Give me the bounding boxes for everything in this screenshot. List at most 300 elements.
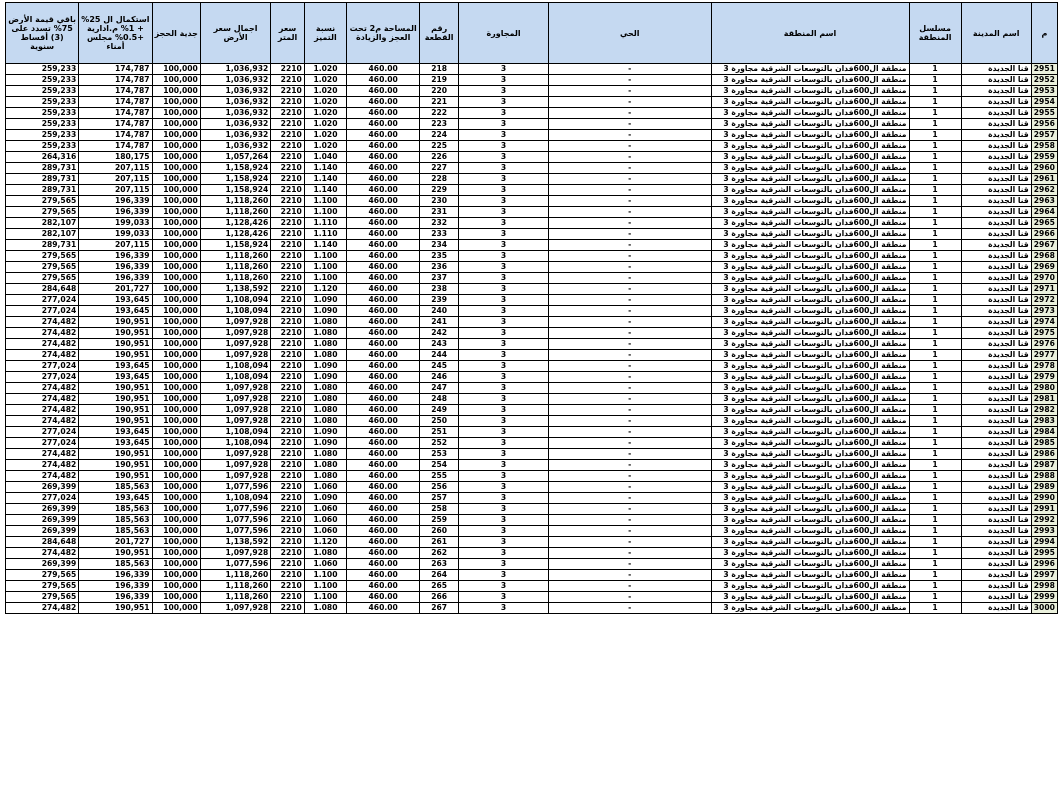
cell-neighborhood: 3	[459, 537, 549, 548]
cell-total-price: 1,128,426	[200, 229, 270, 240]
cell-completion: 190,951	[79, 350, 152, 361]
cell-district: -	[548, 592, 711, 603]
cell-index: 2972	[1031, 295, 1057, 306]
cell-meter-price: 2210	[271, 75, 305, 86]
cell-total-price: 1,118,260	[200, 273, 270, 284]
cell-premium-ratio: 1.090	[304, 372, 346, 383]
cell-index: 3000	[1031, 603, 1057, 614]
cell-city-name: قنا الجديدة	[961, 251, 1031, 262]
cell-meter-price: 2210	[271, 493, 305, 504]
cell-completion: 196,339	[79, 262, 152, 273]
cell-meter-price: 2210	[271, 449, 305, 460]
cell-meter-price: 2210	[271, 405, 305, 416]
cell-completion: 190,951	[79, 548, 152, 559]
cell-premium-ratio: 1.080	[304, 449, 346, 460]
table-row	[6, 581, 1058, 592]
cell-meter-price: 2210	[271, 592, 305, 603]
cell-city-name: قنا الجديدة	[961, 361, 1031, 372]
cell-neighborhood: 3	[459, 108, 549, 119]
cell-zone-serial: 1	[909, 482, 961, 493]
cell-index: 2997	[1031, 570, 1057, 581]
cell-premium-ratio: 1.020	[304, 75, 346, 86]
cell-deposit: 100,000	[152, 482, 200, 493]
cell-completion: 185,563	[79, 559, 152, 570]
cell-completion: 196,339	[79, 570, 152, 581]
cell-total-price: 1,108,094	[200, 306, 270, 317]
cell-total-price: 1,097,928	[200, 460, 270, 471]
table-row	[6, 361, 1058, 372]
cell-zone-serial: 1	[909, 361, 961, 372]
cell-zone-serial: 1	[909, 196, 961, 207]
table-row	[6, 427, 1058, 438]
cell-deposit: 100,000	[152, 218, 200, 229]
cell-total-price: 1,138,592	[200, 284, 270, 295]
cell-neighborhood: 3	[459, 339, 549, 350]
cell-zone-serial: 1	[909, 152, 961, 163]
cell-zone-name: منطقة ال600فدان بالتوسعات الشرقية مجاورة 3	[711, 141, 909, 152]
cell-zone-name: منطقة ال600فدان بالتوسعات الشرقية مجاورة 3	[711, 196, 909, 207]
cell-city-name: قنا الجديدة	[961, 592, 1031, 603]
cell-district: -	[548, 75, 711, 86]
cell-zone-name: منطقة ال600فدان بالتوسعات الشرقية مجاورة 3	[711, 75, 909, 86]
cell-zone-serial: 1	[909, 185, 961, 196]
cell-zone-name: منطقة ال600فدان بالتوسعات الشرقية مجاورة 3	[711, 64, 909, 75]
table-row	[6, 229, 1058, 240]
cell-plot-number: 234	[420, 240, 459, 251]
cell-remaining-payment: 274,482	[6, 548, 79, 559]
cell-remaining-payment: 277,024	[6, 295, 79, 306]
cell-total-price: 1,036,932	[200, 64, 270, 75]
cell-plot-number: 243	[420, 339, 459, 350]
cell-meter-price: 2210	[271, 427, 305, 438]
cell-premium-ratio: 1.040	[304, 152, 346, 163]
cell-district: -	[548, 361, 711, 372]
cell-meter-price: 2210	[271, 504, 305, 515]
cell-index: 2981	[1031, 394, 1057, 405]
cell-meter-price: 2210	[271, 482, 305, 493]
cell-index: 2954	[1031, 97, 1057, 108]
cell-plot-number: 235	[420, 251, 459, 262]
cell-meter-price: 2210	[271, 207, 305, 218]
cell-index: 2960	[1031, 163, 1057, 174]
cell-premium-ratio: 1.140	[304, 163, 346, 174]
cell-premium-ratio: 1.090	[304, 427, 346, 438]
cell-remaining-payment: 259,233	[6, 86, 79, 97]
cell-deposit: 100,000	[152, 229, 200, 240]
header-total-price: اجمال سعر الأرض	[200, 3, 270, 64]
cell-total-price: 1,118,260	[200, 581, 270, 592]
cell-zone-name: منطقة ال600فدان بالتوسعات الشرقية مجاورة 3	[711, 273, 909, 284]
cell-meter-price: 2210	[271, 218, 305, 229]
cell-index: 2985	[1031, 438, 1057, 449]
cell-plot-number: 220	[420, 86, 459, 97]
cell-district: -	[548, 339, 711, 350]
cell-index: 2999	[1031, 592, 1057, 603]
cell-zone-name: منطقة ال600فدان بالتوسعات الشرقية مجاورة 3	[711, 416, 909, 427]
cell-premium-ratio: 1.080	[304, 460, 346, 471]
cell-meter-price: 2210	[271, 570, 305, 581]
cell-total-price: 1,077,596	[200, 559, 270, 570]
cell-remaining-payment: 274,482	[6, 317, 79, 328]
table-row	[6, 262, 1058, 273]
header-completion: استكمال ال 25% + 1% م.ادارية +0.5% مجلس أمناء	[79, 3, 152, 64]
cell-district: -	[548, 251, 711, 262]
cell-premium-ratio: 1.060	[304, 559, 346, 570]
cell-neighborhood: 3	[459, 482, 549, 493]
cell-neighborhood: 3	[459, 284, 549, 295]
cell-city-name: قنا الجديدة	[961, 471, 1031, 482]
cell-area: 460.00	[347, 306, 420, 317]
table-row	[6, 196, 1058, 207]
cell-deposit: 100,000	[152, 526, 200, 537]
cell-neighborhood: 3	[459, 317, 549, 328]
cell-index: 2994	[1031, 537, 1057, 548]
cell-area: 460.00	[347, 526, 420, 537]
cell-completion: 193,645	[79, 427, 152, 438]
cell-remaining-payment: 279,565	[6, 273, 79, 284]
cell-city-name: قنا الجديدة	[961, 449, 1031, 460]
cell-city-name: قنا الجديدة	[961, 273, 1031, 284]
cell-zone-name: منطقة ال600فدان بالتوسعات الشرقية مجاورة 3	[711, 130, 909, 141]
cell-total-price: 1,108,094	[200, 372, 270, 383]
cell-total-price: 1,097,928	[200, 416, 270, 427]
cell-meter-price: 2210	[271, 515, 305, 526]
cell-area: 460.00	[347, 174, 420, 185]
cell-premium-ratio: 1.140	[304, 240, 346, 251]
cell-index: 2962	[1031, 185, 1057, 196]
cell-plot-number: 247	[420, 383, 459, 394]
cell-total-price: 1,128,426	[200, 218, 270, 229]
cell-remaining-payment: 269,399	[6, 526, 79, 537]
cell-deposit: 100,000	[152, 119, 200, 130]
cell-city-name: قنا الجديدة	[961, 559, 1031, 570]
cell-district: -	[548, 218, 711, 229]
cell-completion: 190,951	[79, 339, 152, 350]
table-row	[6, 97, 1058, 108]
cell-remaining-payment: 259,233	[6, 108, 79, 119]
cell-index: 2953	[1031, 86, 1057, 97]
cell-neighborhood: 3	[459, 218, 549, 229]
cell-deposit: 100,000	[152, 383, 200, 394]
cell-index: 2984	[1031, 427, 1057, 438]
cell-zone-serial: 1	[909, 141, 961, 152]
cell-district: -	[548, 405, 711, 416]
cell-premium-ratio: 1.080	[304, 350, 346, 361]
cell-neighborhood: 3	[459, 64, 549, 75]
cell-deposit: 100,000	[152, 130, 200, 141]
cell-zone-name: منطقة ال600فدان بالتوسعات الشرقية مجاورة 3	[711, 438, 909, 449]
cell-index: 2988	[1031, 471, 1057, 482]
table-row	[6, 207, 1058, 218]
cell-district: -	[548, 394, 711, 405]
cell-index: 2979	[1031, 372, 1057, 383]
cell-plot-number: 238	[420, 284, 459, 295]
cell-plot-number: 256	[420, 482, 459, 493]
cell-area: 460.00	[347, 141, 420, 152]
cell-neighborhood: 3	[459, 306, 549, 317]
cell-area: 460.00	[347, 482, 420, 493]
cell-city-name: قنا الجديدة	[961, 482, 1031, 493]
cell-zone-serial: 1	[909, 438, 961, 449]
cell-premium-ratio: 1.100	[304, 207, 346, 218]
cell-remaining-payment: 269,399	[6, 504, 79, 515]
cell-district: -	[548, 229, 711, 240]
cell-city-name: قنا الجديدة	[961, 603, 1031, 614]
cell-meter-price: 2210	[271, 581, 305, 592]
cell-zone-name: منطقة ال600فدان بالتوسعات الشرقية مجاورة 3	[711, 581, 909, 592]
cell-completion: 174,787	[79, 108, 152, 119]
cell-neighborhood: 3	[459, 383, 549, 394]
table-row	[6, 119, 1058, 130]
cell-deposit: 100,000	[152, 284, 200, 295]
cell-zone-name: منطقة ال600فدان بالتوسعات الشرقية مجاورة 3	[711, 174, 909, 185]
cell-deposit: 100,000	[152, 548, 200, 559]
cell-total-price: 1,118,260	[200, 207, 270, 218]
cell-city-name: قنا الجديدة	[961, 174, 1031, 185]
cell-meter-price: 2210	[271, 108, 305, 119]
cell-district: -	[548, 581, 711, 592]
cell-completion: 196,339	[79, 273, 152, 284]
cell-total-price: 1,108,094	[200, 438, 270, 449]
table-row	[6, 438, 1058, 449]
cell-city-name: قنا الجديدة	[961, 515, 1031, 526]
cell-district: -	[548, 317, 711, 328]
table-row	[6, 174, 1058, 185]
cell-zone-serial: 1	[909, 97, 961, 108]
cell-index: 2968	[1031, 251, 1057, 262]
cell-city-name: قنا الجديدة	[961, 416, 1031, 427]
cell-city-name: قنا الجديدة	[961, 427, 1031, 438]
cell-area: 460.00	[347, 537, 420, 548]
cell-city-name: قنا الجديدة	[961, 86, 1031, 97]
cell-plot-number: 264	[420, 570, 459, 581]
cell-plot-number: 251	[420, 427, 459, 438]
cell-deposit: 100,000	[152, 471, 200, 482]
cell-remaining-payment: 274,482	[6, 603, 79, 614]
table-row	[6, 493, 1058, 504]
table-row	[6, 284, 1058, 295]
cell-district: -	[548, 548, 711, 559]
cell-neighborhood: 3	[459, 449, 549, 460]
cell-completion: 190,951	[79, 460, 152, 471]
cell-plot-number: 259	[420, 515, 459, 526]
header-district: الحي	[548, 3, 711, 64]
cell-zone-serial: 1	[909, 394, 961, 405]
cell-neighborhood: 3	[459, 460, 549, 471]
cell-completion: 199,033	[79, 218, 152, 229]
cell-index: 2983	[1031, 416, 1057, 427]
cell-district: -	[548, 174, 711, 185]
cell-area: 460.00	[347, 394, 420, 405]
table-row	[6, 339, 1058, 350]
cell-area: 460.00	[347, 295, 420, 306]
cell-area: 460.00	[347, 460, 420, 471]
cell-district: -	[548, 141, 711, 152]
cell-area: 460.00	[347, 405, 420, 416]
cell-area: 460.00	[347, 251, 420, 262]
cell-meter-price: 2210	[271, 603, 305, 614]
cell-zone-name: منطقة ال600فدان بالتوسعات الشرقية مجاورة 3	[711, 515, 909, 526]
cell-plot-number: 263	[420, 559, 459, 570]
table-row	[6, 471, 1058, 482]
cell-meter-price: 2210	[271, 262, 305, 273]
cell-premium-ratio: 1.100	[304, 570, 346, 581]
cell-zone-serial: 1	[909, 548, 961, 559]
cell-total-price: 1,036,932	[200, 97, 270, 108]
cell-area: 460.00	[347, 339, 420, 350]
cell-zone-serial: 1	[909, 119, 961, 130]
table-row	[6, 416, 1058, 427]
cell-deposit: 100,000	[152, 394, 200, 405]
cell-remaining-payment: 284,648	[6, 284, 79, 295]
cell-total-price: 1,158,924	[200, 240, 270, 251]
cell-area: 460.00	[347, 240, 420, 251]
cell-plot-number: 266	[420, 592, 459, 603]
cell-area: 460.00	[347, 361, 420, 372]
cell-plot-number: 225	[420, 141, 459, 152]
cell-neighborhood: 3	[459, 196, 549, 207]
cell-zone-serial: 1	[909, 383, 961, 394]
cell-index: 2987	[1031, 460, 1057, 471]
cell-completion: 193,645	[79, 493, 152, 504]
cell-deposit: 100,000	[152, 97, 200, 108]
cell-zone-name: منطقة ال600فدان بالتوسعات الشرقية مجاورة 3	[711, 592, 909, 603]
cell-city-name: قنا الجديدة	[961, 262, 1031, 273]
cell-completion: 201,727	[79, 284, 152, 295]
table-row	[6, 240, 1058, 251]
cell-city-name: قنا الجديدة	[961, 163, 1031, 174]
cell-meter-price: 2210	[271, 361, 305, 372]
cell-premium-ratio: 1.080	[304, 339, 346, 350]
cell-city-name: قنا الجديدة	[961, 295, 1031, 306]
cell-index: 2991	[1031, 504, 1057, 515]
cell-zone-serial: 1	[909, 526, 961, 537]
cell-premium-ratio: 1.080	[304, 405, 346, 416]
cell-area: 460.00	[347, 471, 420, 482]
cell-city-name: قنا الجديدة	[961, 383, 1031, 394]
cell-deposit: 100,000	[152, 603, 200, 614]
cell-zone-name: منطقة ال600فدان بالتوسعات الشرقية مجاورة 3	[711, 526, 909, 537]
cell-area: 460.00	[347, 97, 420, 108]
cell-deposit: 100,000	[152, 449, 200, 460]
cell-remaining-payment: 264,316	[6, 152, 79, 163]
cell-zone-name: منطقة ال600فدان بالتوسعات الشرقية مجاورة 3	[711, 504, 909, 515]
cell-neighborhood: 3	[459, 350, 549, 361]
cell-plot-number: 233	[420, 229, 459, 240]
cell-remaining-payment: 282,107	[6, 229, 79, 240]
cell-completion: 207,115	[79, 240, 152, 251]
cell-area: 460.00	[347, 383, 420, 394]
cell-deposit: 100,000	[152, 592, 200, 603]
cell-completion: 190,951	[79, 603, 152, 614]
cell-neighborhood: 3	[459, 295, 549, 306]
cell-plot-number: 236	[420, 262, 459, 273]
cell-deposit: 100,000	[152, 185, 200, 196]
cell-city-name: قنا الجديدة	[961, 64, 1031, 75]
cell-neighborhood: 3	[459, 559, 549, 570]
header-deposit: جدية الحجز	[152, 3, 200, 64]
cell-plot-number: 218	[420, 64, 459, 75]
cell-index: 2952	[1031, 75, 1057, 86]
cell-total-price: 1,097,928	[200, 350, 270, 361]
header-plot-number: رقم القطعة	[420, 3, 459, 64]
cell-area: 460.00	[347, 163, 420, 174]
cell-deposit: 100,000	[152, 504, 200, 515]
cell-plot-number: 237	[420, 273, 459, 284]
cell-city-name: قنا الجديدة	[961, 350, 1031, 361]
cell-zone-name: منطقة ال600فدان بالتوسعات الشرقية مجاورة 3	[711, 185, 909, 196]
cell-neighborhood: 3	[459, 273, 549, 284]
cell-meter-price: 2210	[271, 306, 305, 317]
cell-meter-price: 2210	[271, 339, 305, 350]
cell-premium-ratio: 1.020	[304, 141, 346, 152]
cell-completion: 185,563	[79, 504, 152, 515]
cell-zone-name: منطقة ال600فدان بالتوسعات الشرقية مجاورة 3	[711, 108, 909, 119]
cell-area: 460.00	[347, 185, 420, 196]
cell-completion: 207,115	[79, 174, 152, 185]
cell-zone-serial: 1	[909, 174, 961, 185]
cell-deposit: 100,000	[152, 350, 200, 361]
cell-district: -	[548, 504, 711, 515]
cell-zone-serial: 1	[909, 306, 961, 317]
cell-plot-number: 248	[420, 394, 459, 405]
cell-area: 460.00	[347, 130, 420, 141]
cell-total-price: 1,077,596	[200, 504, 270, 515]
cell-remaining-payment: 279,565	[6, 251, 79, 262]
cell-meter-price: 2210	[271, 229, 305, 240]
cell-remaining-payment: 274,482	[6, 350, 79, 361]
cell-plot-number: 229	[420, 185, 459, 196]
cell-index: 2980	[1031, 383, 1057, 394]
cell-district: -	[548, 207, 711, 218]
cell-neighborhood: 3	[459, 174, 549, 185]
table-row	[6, 383, 1058, 394]
cell-city-name: قنا الجديدة	[961, 119, 1031, 130]
cell-district: -	[548, 515, 711, 526]
cell-plot-number: 252	[420, 438, 459, 449]
cell-area: 460.00	[347, 427, 420, 438]
cell-deposit: 100,000	[152, 570, 200, 581]
cell-completion: 190,951	[79, 328, 152, 339]
cell-district: -	[548, 537, 711, 548]
cell-total-price: 1,077,596	[200, 482, 270, 493]
cell-premium-ratio: 1.100	[304, 251, 346, 262]
cell-zone-name: منطقة ال600فدان بالتوسعات الشرقية مجاورة 3	[711, 372, 909, 383]
cell-district: -	[548, 471, 711, 482]
cell-deposit: 100,000	[152, 372, 200, 383]
cell-premium-ratio: 1.080	[304, 394, 346, 405]
cell-district: -	[548, 570, 711, 581]
cell-deposit: 100,000	[152, 328, 200, 339]
cell-premium-ratio: 1.100	[304, 196, 346, 207]
cell-deposit: 100,000	[152, 64, 200, 75]
cell-neighborhood: 3	[459, 251, 549, 262]
cell-total-price: 1,108,094	[200, 427, 270, 438]
cell-city-name: قنا الجديدة	[961, 438, 1031, 449]
cell-premium-ratio: 1.110	[304, 218, 346, 229]
cell-zone-name: منطقة ال600فدان بالتوسعات الشرقية مجاورة 3	[711, 493, 909, 504]
cell-meter-price: 2210	[271, 284, 305, 295]
cell-remaining-payment: 277,024	[6, 361, 79, 372]
cell-premium-ratio: 1.020	[304, 86, 346, 97]
cell-meter-price: 2210	[271, 130, 305, 141]
cell-zone-name: منطقة ال600فدان بالتوسعات الشرقية مجاورة 3	[711, 284, 909, 295]
cell-zone-name: منطقة ال600فدان بالتوسعات الشرقية مجاورة 3	[711, 405, 909, 416]
cell-area: 460.00	[347, 273, 420, 284]
cell-neighborhood: 3	[459, 185, 549, 196]
cell-zone-serial: 1	[909, 229, 961, 240]
cell-neighborhood: 3	[459, 141, 549, 152]
